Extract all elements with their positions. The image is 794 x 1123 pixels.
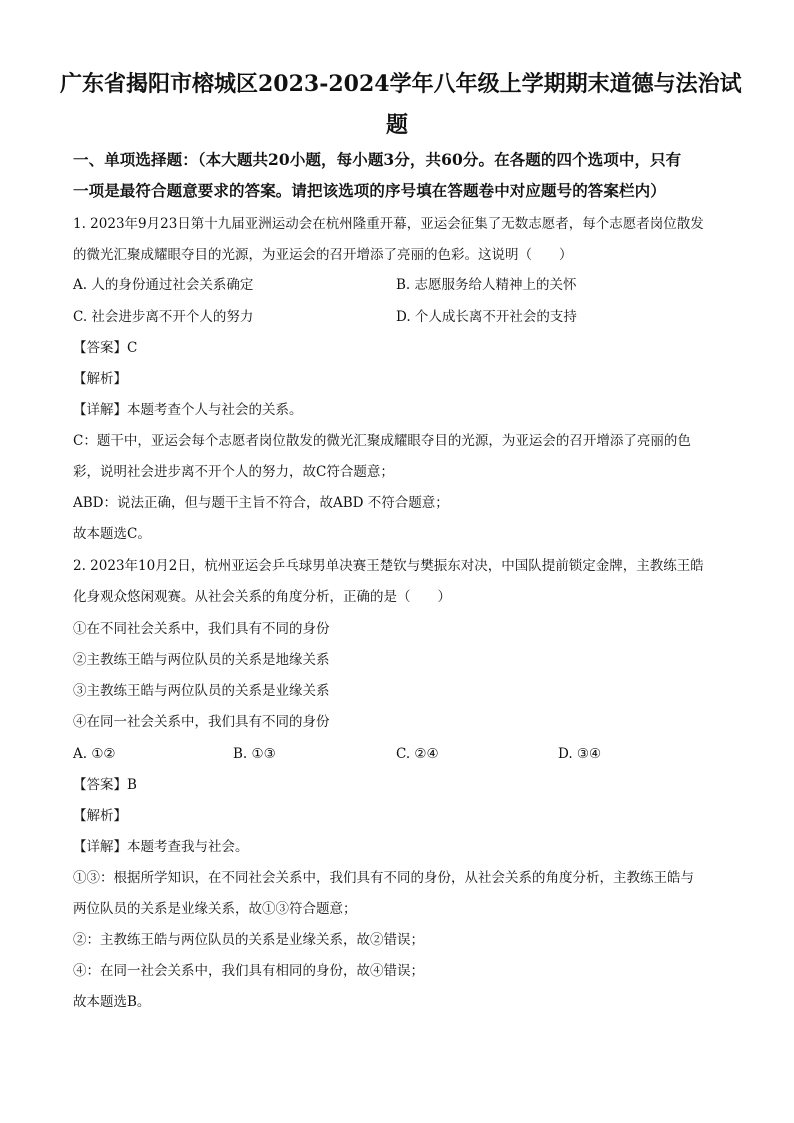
q2-option-a: A. ①② xyxy=(73,746,116,762)
document-title-line-2: 题 xyxy=(385,112,408,138)
q1-explain-line-3: ABD：说法正确，但与题干主旨不符合，故ABD 不符合题意； xyxy=(73,495,449,511)
q2-explain-line-1: ①③：根据所学知识，在不同社会关系中，我们具有不同的身份，从社会关系的角度分析，主教练王皓与 xyxy=(73,870,694,886)
q1-answer: 【答案】C xyxy=(73,340,138,356)
q1-detail: 【详解】本题考查个人与社会的关系。 xyxy=(73,402,303,418)
q1-stem-line-2: 的微光汇聚成耀眼夺目的光源，为亚运会的召开增添了亮丽的色彩。这说明（ ） xyxy=(73,247,573,263)
q1-analysis-label: 【解析】 xyxy=(73,371,127,387)
q2-analysis-label: 【解析】 xyxy=(73,808,127,824)
q1-conclusion: 故本题选C。 xyxy=(73,526,151,542)
q2-item-1: ①在不同社会关系中，我们具有不同的身份 xyxy=(73,621,330,637)
q2-item-4: ④在同一社会关系中，我们具有不同的身份 xyxy=(73,714,330,730)
q2-item-3: ③主教练王皓与两位队员的关系是业缘关系 xyxy=(73,683,330,699)
q1-option-c: C. 社会进步离不开个人的努力 xyxy=(73,309,254,325)
q1-option-a: A. 人的身份通过社会关系确定 xyxy=(73,277,254,293)
q1-stem-line-1: 1. 2023年9月23日第十九届亚洲运动会在杭州隆重开幕，亚运会征集了无数志愿者，每个志愿者岗位散发 xyxy=(73,216,704,232)
section-heading-line-1: 一、单项选择题：（本大题共20小题，每小题3分，共60分。在各题的四个选项中，只有 xyxy=(73,150,682,169)
q1-explain-line-1: C：题干中，亚运会每个志愿者岗位散发的微光汇聚成耀眼夺目的光源，为亚运会的召开增添了亮丽的色 xyxy=(73,433,691,449)
q2-explain-line-3: ②：主教练王皓与两位队员的关系是业缘关系，故②错误； xyxy=(73,932,424,948)
q2-explain-line-2: 两位队员的关系是业缘关系，故①③符合题意； xyxy=(73,901,357,917)
q1-option-b: B. 志愿服务给人精神上的关怀 xyxy=(396,277,577,293)
q2-stem-line-1: 2. 2023年10月2日，杭州亚运会乒乓球男单决赛王楚钦与樊振东对决，中国队提前锁定金牌，主教练王皓 xyxy=(73,558,704,574)
q2-option-b: B. ①③ xyxy=(233,746,276,762)
q2-stem-line-2: 化身观众悠闲观赛。从社会关系的角度分析，正确的是（ ） xyxy=(73,589,451,605)
q2-explain-line-4: ④：在同一社会关系中，我们具有相同的身份，故④错误； xyxy=(73,963,424,979)
section-heading-line-2: 一项是最符合题意要求的答案。请把该选项的序号填在答题卷中对应题号的答案栏内） xyxy=(73,181,666,200)
q2-option-c: C. ②④ xyxy=(396,746,439,762)
q2-answer: 【答案】B xyxy=(73,777,137,793)
q2-option-d: D. ③④ xyxy=(558,746,602,762)
q2-detail: 【详解】本题考查我与社会。 xyxy=(73,839,249,855)
document-title-line-1: 广东省揭阳市榕城区2023-2024学年八年级上学期期末道德与法治试 xyxy=(60,71,742,97)
q2-item-2: ②主教练王皓与两位队员的关系是地缘关系 xyxy=(73,652,330,668)
q2-conclusion: 故本题选B。 xyxy=(73,994,151,1010)
q1-explain-line-2: 彩，说明社会进步离不开个人的努力，故C符合题意； xyxy=(73,464,394,480)
q1-option-d: D. 个人成长离不开社会的支持 xyxy=(396,309,577,325)
